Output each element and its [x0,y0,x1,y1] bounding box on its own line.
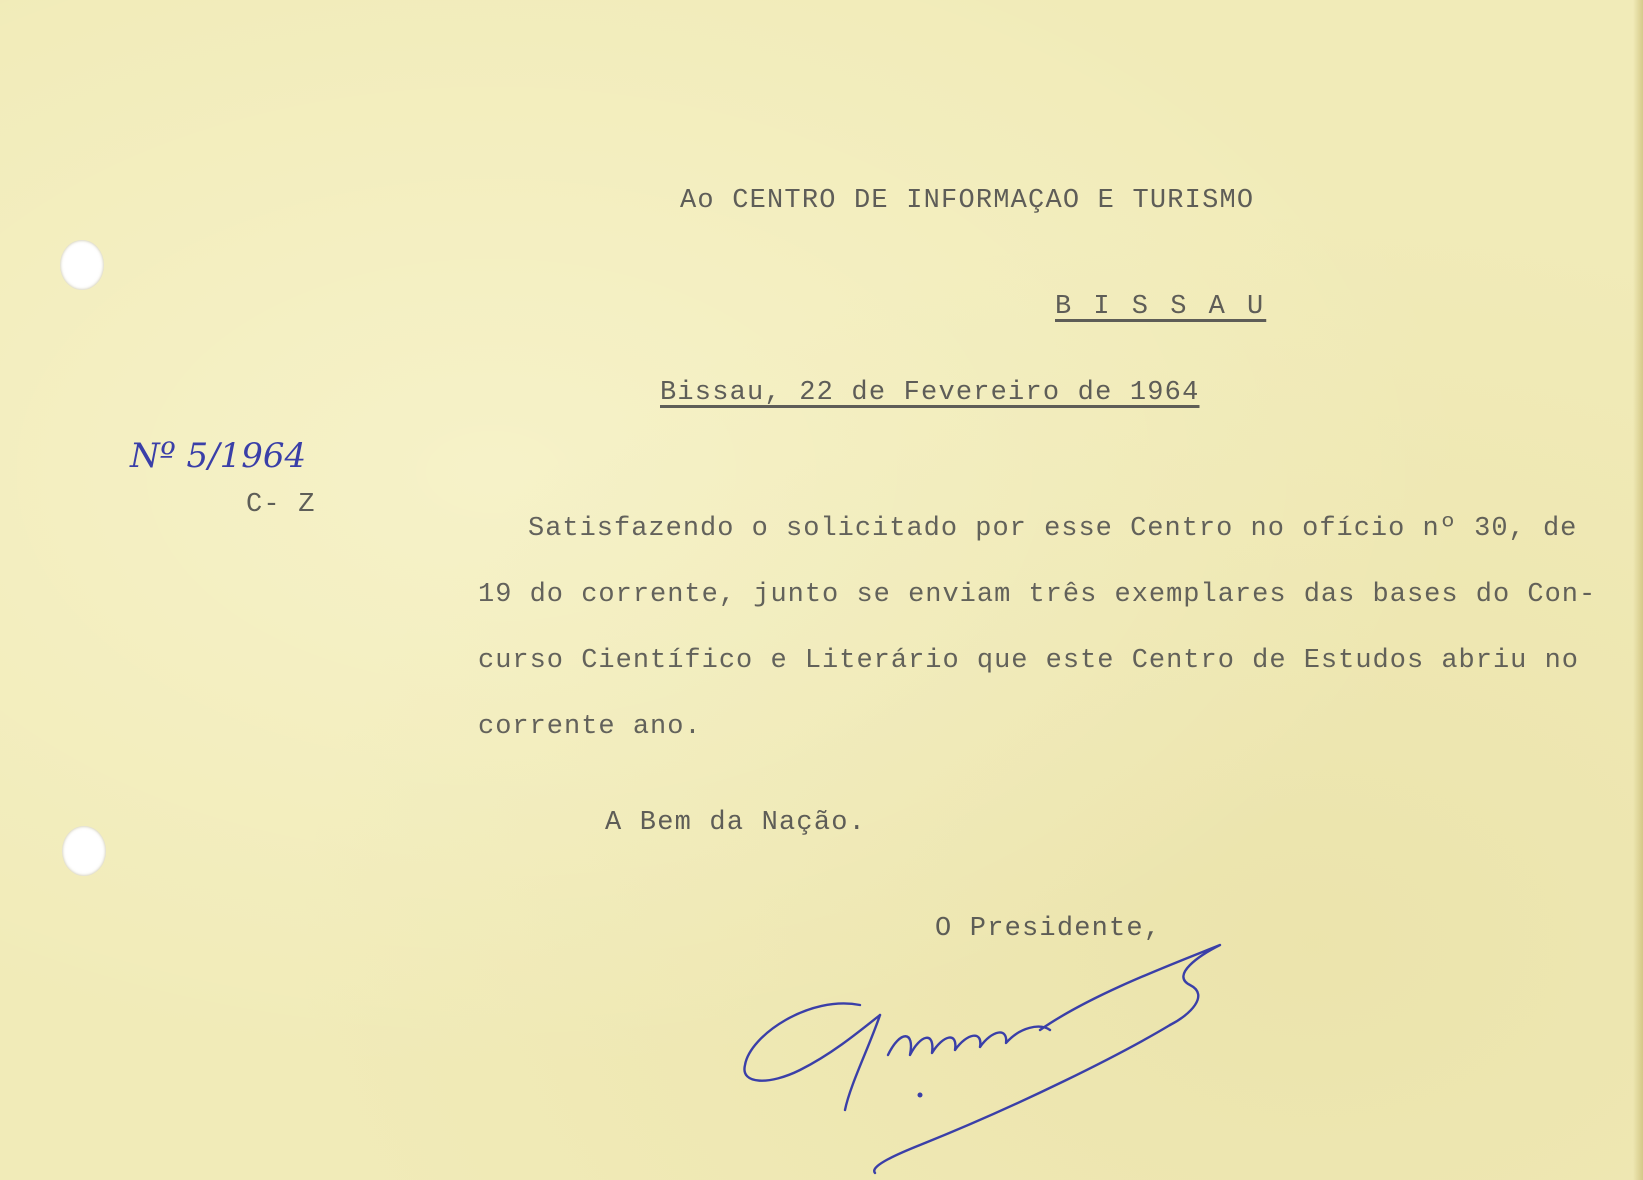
punch-hole-top [60,240,104,290]
body-line: curso Científico e Literário que este Centro de Estudos abriu no [478,646,1579,676]
letter-body [478,496,1597,760]
handwritten-reference-number: Nº 5/1964 [130,436,307,476]
body-line: Satisfazendo o solicitado por esse Centro no ofício nº 30, de [528,514,1578,544]
reference-code: C- Z [246,490,316,520]
handwritten-signature [740,935,1240,1175]
closing-line: A Bem da Nação. [605,808,867,838]
body-line: corrente ano. [478,712,702,742]
date-line: Bissau, 22 de Fevereiro de 1964 [660,378,1200,408]
body-line: 19 do corrente, junto se enviam três exemplares das bases do Con- [478,580,1597,610]
city-heading: B I S S A U [1055,292,1267,322]
paper-edge-shadow [1633,0,1643,1180]
signatory-title: O Presidente, [935,914,1162,944]
recipient-line: Ao CENTRO DE INFORMAÇAO E TURISMO [680,186,1255,216]
punch-hole-bottom [62,826,106,876]
